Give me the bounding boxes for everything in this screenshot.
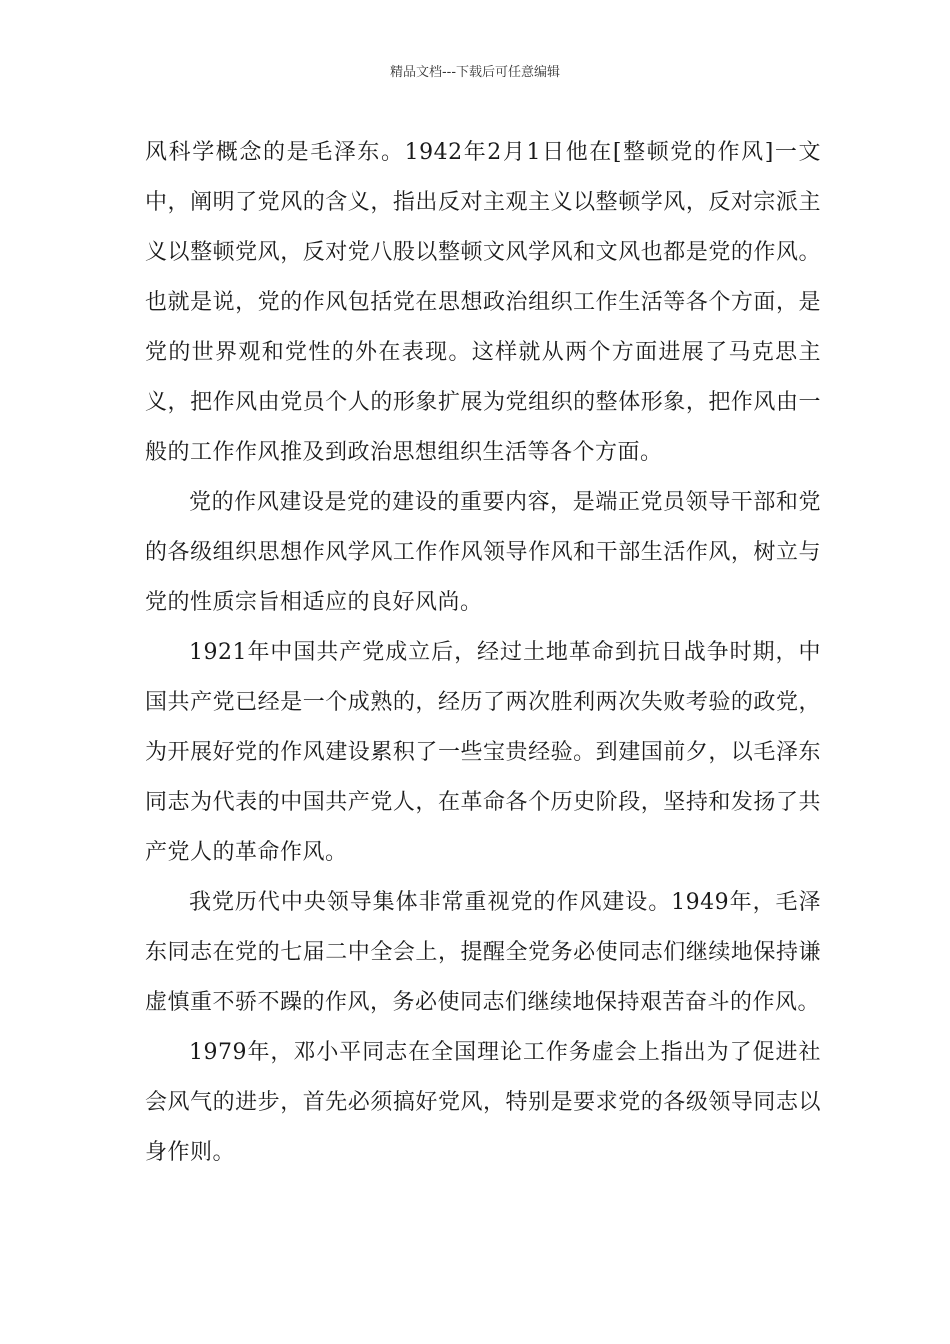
document-body — [145, 128, 821, 1178]
page-header: 精品文档---下载后可任意编辑 — [389, 65, 561, 80]
paragraph: 党的作风建设是党的建设的重要内容，是端正党员领导干部和党的各级组织思想作风学风工作作风领导作风和干部生活作风，树立与党的性质宗旨相适应的良好风尚。 — [145, 490, 821, 615]
paragraph: 1921年中国共产党成立后，经过土地革命到抗日战争时期，中国共产党已经是一个成熟的，经历了两次胜利两次失败考验的政党，为开展好党的作风建设累积了一些宝贵经验。到建国前夕，以毛泽东同志为代表的中国共产党人，在革命各个历史阶段，坚持和发扬了共产党人的革命作风。 — [145, 640, 821, 865]
paragraph: 风科学概念的是毛泽东。1942年2月1日他在[整顿党的作风]一文中，阐明了党风的含义，指出反对主观主义以整顿学风，反对宗派主义以整顿党风，反对党八股以整顿文风学风和文风也都是党的作风。也就是说，党的作风包括党在思想政治组织工作生活等各个方面，是党的世界观和党性的外在表现。这样就从两个方面进展了马克思主义，把作风由党员个人的形象扩展为党组织的整体形象，把作风由一般的工作作风推及到政治思想组织生活等各个方面。 — [145, 140, 821, 465]
paragraph: 我党历代中央领导集体非常重视党的作风建设。1949年，毛泽东同志在党的七届二中全会上，提醒全党务必使同志们继续地保持谦虚慎重不骄不躁的作风，务必使同志们继续地保持艰苦奋斗的作风。 — [145, 890, 821, 1015]
paragraph: 1979年，邓小平同志在全国理论工作务虚会上指出为了促进社会风气的进步，首先必须搞好党风，特别是要求党的各级领导同志以身作则。 — [145, 1040, 821, 1165]
